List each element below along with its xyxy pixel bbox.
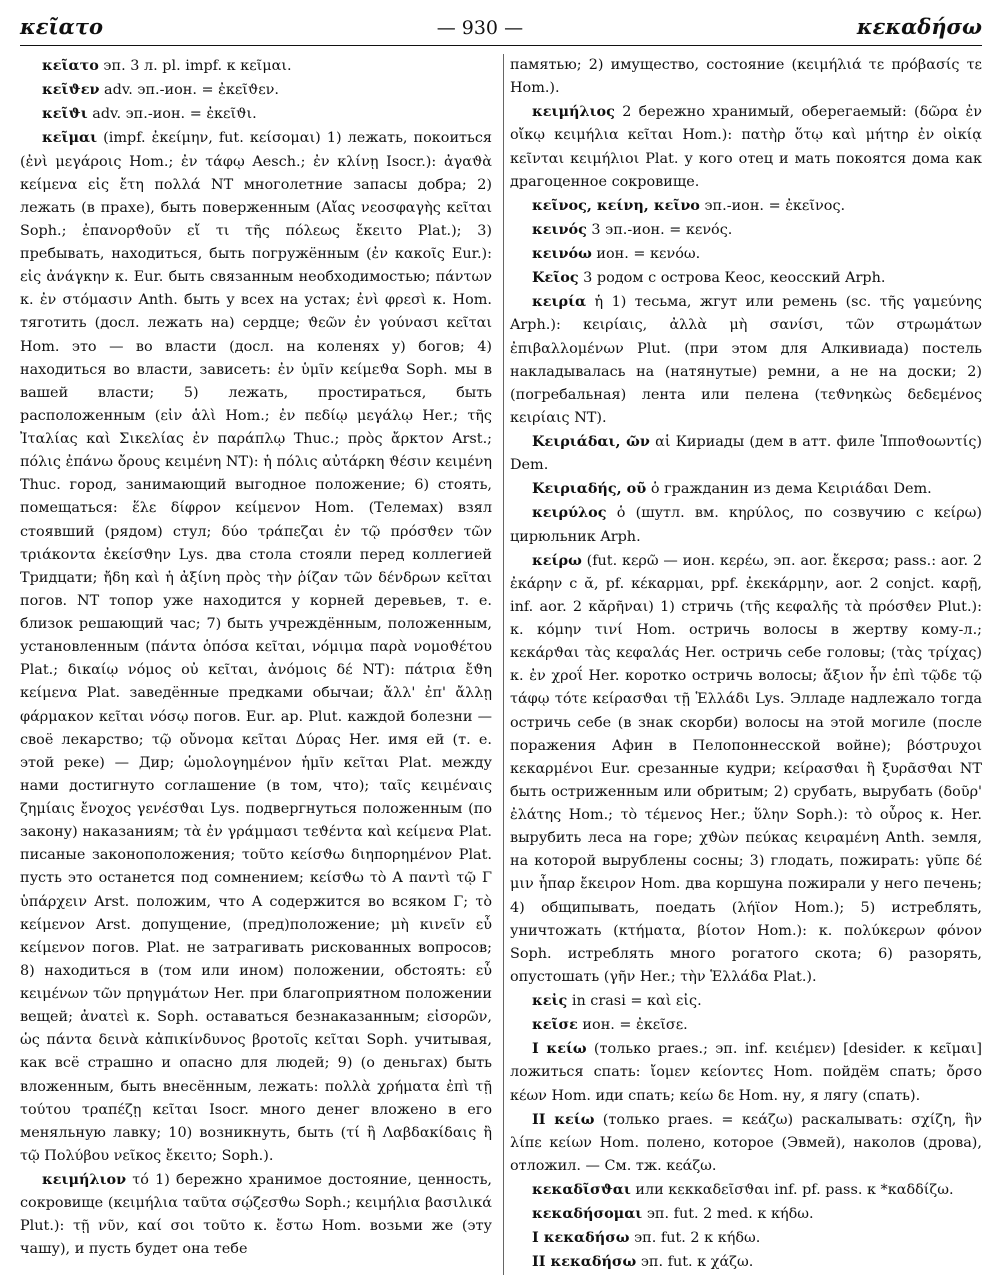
entry-headword: κεκαδῖσϑαι — [532, 1181, 631, 1198]
entry-headword: κειμήλιος — [532, 103, 615, 121]
dictionary-entry — [20, 126, 492, 1168]
entry-text: (только praes. = κεάζω) раскалывать: σχίζη, ἣν λίπε κείων Hom. полено, которое (Эвмей), наколов (дрова), отложил. — См. тж. κεάζω. — [510, 1111, 982, 1174]
entry-headword: κεῖσε — [532, 1016, 578, 1034]
dictionary-entry — [510, 430, 982, 477]
dictionary-entry — [510, 989, 982, 1013]
entry-text: (только praes.; эп. inf. κειέμεν) [desider. к κεῖμαι] ложиться спать: ἴομεν κείοντες Hom. пойдём спать; ὄρσο κέων Hom. иди спать; κείω δε Hom. ну, я лягу (спать). — [510, 1041, 982, 1104]
right-column — [503, 54, 982, 1275]
entry-headword: κεινόω — [532, 245, 592, 262]
entry-text: эп. fut. к χάζω. — [636, 1254, 754, 1271]
entry-headword: κεῖϑεν — [42, 81, 100, 99]
dictionary-entry — [20, 1168, 492, 1262]
entry-text: эп. fut. 2 к κήδω. — [629, 1230, 761, 1247]
entry-headword: II κείω — [532, 1110, 595, 1128]
dictionary-entry — [510, 242, 982, 266]
entry-headword: κειμήλιον — [42, 1171, 127, 1188]
dictionary-entry — [510, 1226, 982, 1250]
entry-text: 2 бережно хранимый, оберегаемый: (δῶρα ἐν οἴκῳ κειμήλια κεῖται Hom.): πατὴρ ὅτῳ καὶ μήτηρ ἐν οἰκίᾳ κεῖνται κειμήλιοι Plat. у кого отец и мать покоятся дома как драгоценное сокровище. — [510, 104, 982, 190]
entry-text: in crasi = καὶ εἰς. — [567, 993, 702, 1009]
dictionary-entry — [510, 477, 982, 501]
running-head-right: κεκαδήσω — [856, 14, 982, 39]
entry-text: adv. эп.-ион. = ἐκεῖϑι. — [87, 106, 257, 123]
entry-headword: I κείω — [532, 1040, 587, 1058]
dictionary-entry — [20, 54, 492, 78]
running-head-left: κεῖατο — [20, 14, 103, 39]
entry-text: ὁ (шутл. вм. κηρύλος, по созвучию с κείρω) цирюльник Arph. — [510, 505, 982, 545]
entry-headword: κεῖμαι — [42, 129, 98, 147]
entry-headword: I κεκαδήσω — [532, 1229, 630, 1247]
entry-headword: κειρία — [532, 293, 587, 311]
dictionary-entry — [20, 102, 492, 126]
dictionary-entry — [510, 549, 982, 989]
entry-headword: κείρω — [532, 551, 582, 569]
entry-headword: Κειριαδής, οῦ — [532, 480, 647, 498]
left-column — [20, 54, 498, 1275]
entry-text: τό 1) бережно хранимое достояние, ценность, сокровище (κειμήλια ταῦτα σῴζεσϑω Soph.; κειμήλια βασιλικά Plut.): τῇ νῦν, καί σοι τοῦτο κ. ἔστω Hom. возьми же (эту чашу), и пусть будет она тебе — [20, 1172, 492, 1258]
entry-text: эп.-ион. = ἐκεῖνος. — [699, 197, 846, 214]
entry-text: ἡ 1) тесьма, жгут или ремень (sc. τῆς γαμεύνης Arph.): κειρίαις, ἀλλὰ μὴ σανίσι, τῶν στρωμάτων ἐπιβαλλομένων Plut. (при этом для Алкивиада) постель накладывалась на (натянутые) ремни, а не на доски; 2) (погребальная) лента или пелена (τεϑνηκὼς δεδεμένος κειρίαις NT). — [510, 294, 982, 426]
dictionary-entry — [510, 1037, 982, 1107]
entry-text: или κεκκαδεῖσϑαι inf. pf. pass. к *καδδίζω. — [630, 1182, 954, 1198]
entry-headword: κεἰς — [532, 992, 568, 1009]
entry-text: (impf. ἐκείμην, fut. κείσομαι) 1) лежать, покоиться (ἐνὶ μεγάροις Hom.; ἐν τάφῳ Aesch.; ἐν κλίνῃ Isocr.): ἀγαϑὰ κείμενα εἰς ἔτη πολλά NT многолетние запасы добра; 2) лежать (в прахе), быть поверженным (Αἴας νεοσφαγὴς κεῖται Soph.; ἐπανορϑοῦν εἴ τι τῆς πόλεως ἔκειτο Plat.); 3) пребывать, находиться, быть погружённым (ἐν κακοῖς Eur.): εἰς ἀνάγκην κ. Eur. быть связанным необходимостью; πάντων κ. ἐν στόμασιν Anth. быть у всех на устах; ἐνὶ φρεσὶ κ. Hom. тяготить (досл. лежать на) сердце; ϑεῶν ἐν γούνασι κεῖται Hom. это — во власти (досл. на коленях у) богов; 4) находиться во власти, зависеть: ἐν ὑμῖν κείμεϑα Soph. мы в вашей власти; 5) лежать, простираться, быть расположенным (εἰν ἁλὶ Hom.; ἐν πεδίῳ μεγάλῳ Her.; τῆς Ἰταλίας καὶ Σικελίας ἐν παράπλῳ Thuc.; πρὸς ἄρκτον Arst.; πόλις ἐπάνω ὄρους κειμένη NT): ἡ πόλις αὐτάρκη ϑέσιν κειμένη Thuc. город, занимающий выгодное положение; 6) стоять, помещаться: ἕλε δίφρον κείμενον Hom. (Телемах) взял стоявший (рядом) стул; δύο τράπεζαι ἐν τῷ πρόσϑεν τῶν τριάκοντα ἐκείσϑην Lys. два стола стояли перед коллегией Тридцати; ἤδη καὶ ἡ ἀξίνη πρὸς τὴν ῥίζαν τῶν δένδρων κεῖται погов. NT топор уже находится у корней деревьев, т. е. близок решающий час; 7) быть учреждённым, положенным, установленным (πάντα ὁπόσα κεῖται, νόμιμα παρὰ νομοϑέτου Plat.; δικαίῳ νόμος οὐ κεῖται, ἀνόμοις δέ NT): πάτρια ἔϑη κείμενα Plat. заведённые предками обычаи; ἄλλ' ἐπ' ἄλλῃ φάρμακον κεῖται νόσῳ погов. Eur. ap. Plut. каждой болезни — своё лекарство; τῷ οὔνομα κεῖται Δύρας Her. имя ей (т. е. этой реке) — Дир; ὡμολογημένον ἡμῖν κεῖται Plat. между нами достигнуто соглашение (в том, что); ταῖς κειμέναις ζημίαις ἔνοχος γενέσϑαι Lys. подвергнуться положенным (по закону) наказаниям; τὰ ἐν γράμμασι τεϑέντα καὶ κείμενα Plat. писаные законоположения; τοῦτο κείσϑω διηπορημένον Plat. пусть это останется под сомнением; κείσϑω τὸ Α παντὶ τῷ Γ ὑπάρχειν Arst. положим, что Α содержится во всяком Γ; τὸ κείμενον Arst. допущение, (пред)положение; μὴ κινεῖν εὖ κείμενον погов. Plat. не затрагивать рискованных вопросов; 8) находиться в (том или ином) положении, обстоять: εὖ κειμένων τῶν πρηγμάτων Her. при благоприятном положении вещей; ἀνατεὶ κ. Soph. оставаться безнаказанным; εἰσορῶν, ὡς πάντα δεινὰ κἀπικίνδυνος βροτοῖς κεῖται Soph. учитывая, как всё страшно и опасно для людей; 9) (о деньгах) быть вложенным, быть внесённым, лежать: πολλὰ χρήματα ἐπὶ τῇ τούτου τραπέζῃ κεῖται Isocr. много денег вложено в его меняльную лавку; 10) возникнуть, быть (τί ἢ Λαβδακίδαις ἢ τῷ Πολύβου νεῖκος ἔκειτο; Soph.). — [20, 130, 492, 1164]
entry-text: эп. fut. 2 med. к κήδω. — [642, 1206, 814, 1223]
entry-text: adv. эп.-ион. = ἐκεῖϑεν. — [99, 82, 279, 99]
dictionary-entry — [510, 218, 982, 242]
entry-text: памятью; 2) имущество, состояние (κειμήλιά τε πρόβασίς τε Hom.). — [510, 57, 982, 97]
entry-text: 3 эп.-ион. = κενός. — [586, 221, 733, 238]
entry-headword: Κειριάδαι, ῶν — [532, 433, 650, 450]
entry-headword: κεινός — [532, 220, 587, 238]
dictionary-entry — [510, 1013, 982, 1037]
entry-headword: II κεκαδήσω — [532, 1253, 637, 1271]
page-header — [20, 14, 982, 46]
dictionary-entry — [510, 290, 982, 430]
dictionary-entry — [510, 501, 982, 548]
entry-text: ион. = ἐκεῖσε. — [577, 1017, 688, 1034]
entry-headword: κεκαδήσομαι — [532, 1205, 643, 1223]
dictionary-entry — [510, 266, 982, 290]
dictionary-entry — [510, 194, 982, 218]
dictionary-entry — [20, 78, 492, 102]
entry-headword: κεῖνος, κείνη, κεῖνο — [532, 196, 700, 214]
entry-headword: κεῖϑι — [42, 105, 88, 123]
entry-headword: κειρύλος — [532, 504, 607, 522]
entry-headword: Κεῖος — [532, 269, 579, 287]
entry-text: ион. = κενόω. — [591, 246, 701, 262]
dictionary-entry — [510, 100, 982, 194]
page-number: — 930 — — [436, 17, 524, 39]
dictionary-entry — [510, 54, 982, 100]
entry-text: ὁ гражданин из дема Κειριάδαι Dem. — [646, 481, 932, 498]
entry-headword: κεῖατο — [42, 57, 99, 74]
dictionary-entry — [510, 1178, 982, 1202]
dictionary-entry — [510, 1202, 982, 1226]
entry-text: 3 родом с острова Кеос, кеосский Arph. — [578, 270, 886, 287]
dictionary-entry — [510, 1250, 982, 1274]
entry-text: (fut. κερῶ — ион. κερέω, эп. aor. ἔκερσα; pass.: aor. 2 ἐκάρην с ᾰ, pf. κέκαρμαι, ppf. ἐκεκάρμην, aor. 2 conjct. καρῇ, inf. aor. 2 κᾰρῆναι) 1) стричь (τῆς κεφαλῆς τὰ πρόσϑεν Plut.): κ. κόμην τινί Hom. остричь волосы в жертву кому-л.; κεκάρϑαι τὰς κεφαλάς Her. остричь себе головы; (τὰς τρίχας) κ. ἐν χροΐ Her. коротко остричь волосы; ἄξιον ἦν ἐπὶ τῷδε τῷ τάφῳ τότε κείρασϑαι τῇ Ἑλλάδι Lys. Элладе надлежало тогда остричь себе (в знак скорби) волосы на этой могиле (после поражения Афин в Пелопоннесской войне); βόστρυχοι κεκαρμένοι Eur. срезанные кудри; κείρασϑαι ἢ ξυρᾶσϑαι NT быть остриженным или обритым; 2) срубать, вырубать (δοῦρ' ἐλάτης Hom.; τὸ τέμενος Her.; ὕλην Soph.): τὸ οὖρος κ. Her. вырубить леса на горе; χϑὼν πεύκας κειραμένη Anth. земля, на которой вырублены сосны; 3) глодать, пожирать: γῦπε δέ μιν ἧπαρ ἔκειρον Hom. два коршуна пожирали у него печень; 4) общипывать, поедать (λήϊον Hom.); 5) истреблять, уничтожать (κτήματα, βίοτον Hom.): κ. πολύκερων φόνον Soph. истреблять много рогатого скота; 6) разорять, опустошать (γῆν Her.; τὴν Ἑλλάδα Plat.). — [510, 552, 982, 985]
columns — [20, 54, 982, 1275]
dictionary-entry — [510, 1108, 982, 1178]
entry-text: αἱ Кириады (дем в атт. филе Ἱπποϑοωντίς) Dem. — [510, 434, 982, 474]
entry-text: эп. 3 л. pl. impf. к κεῖμαι. — [98, 58, 292, 74]
